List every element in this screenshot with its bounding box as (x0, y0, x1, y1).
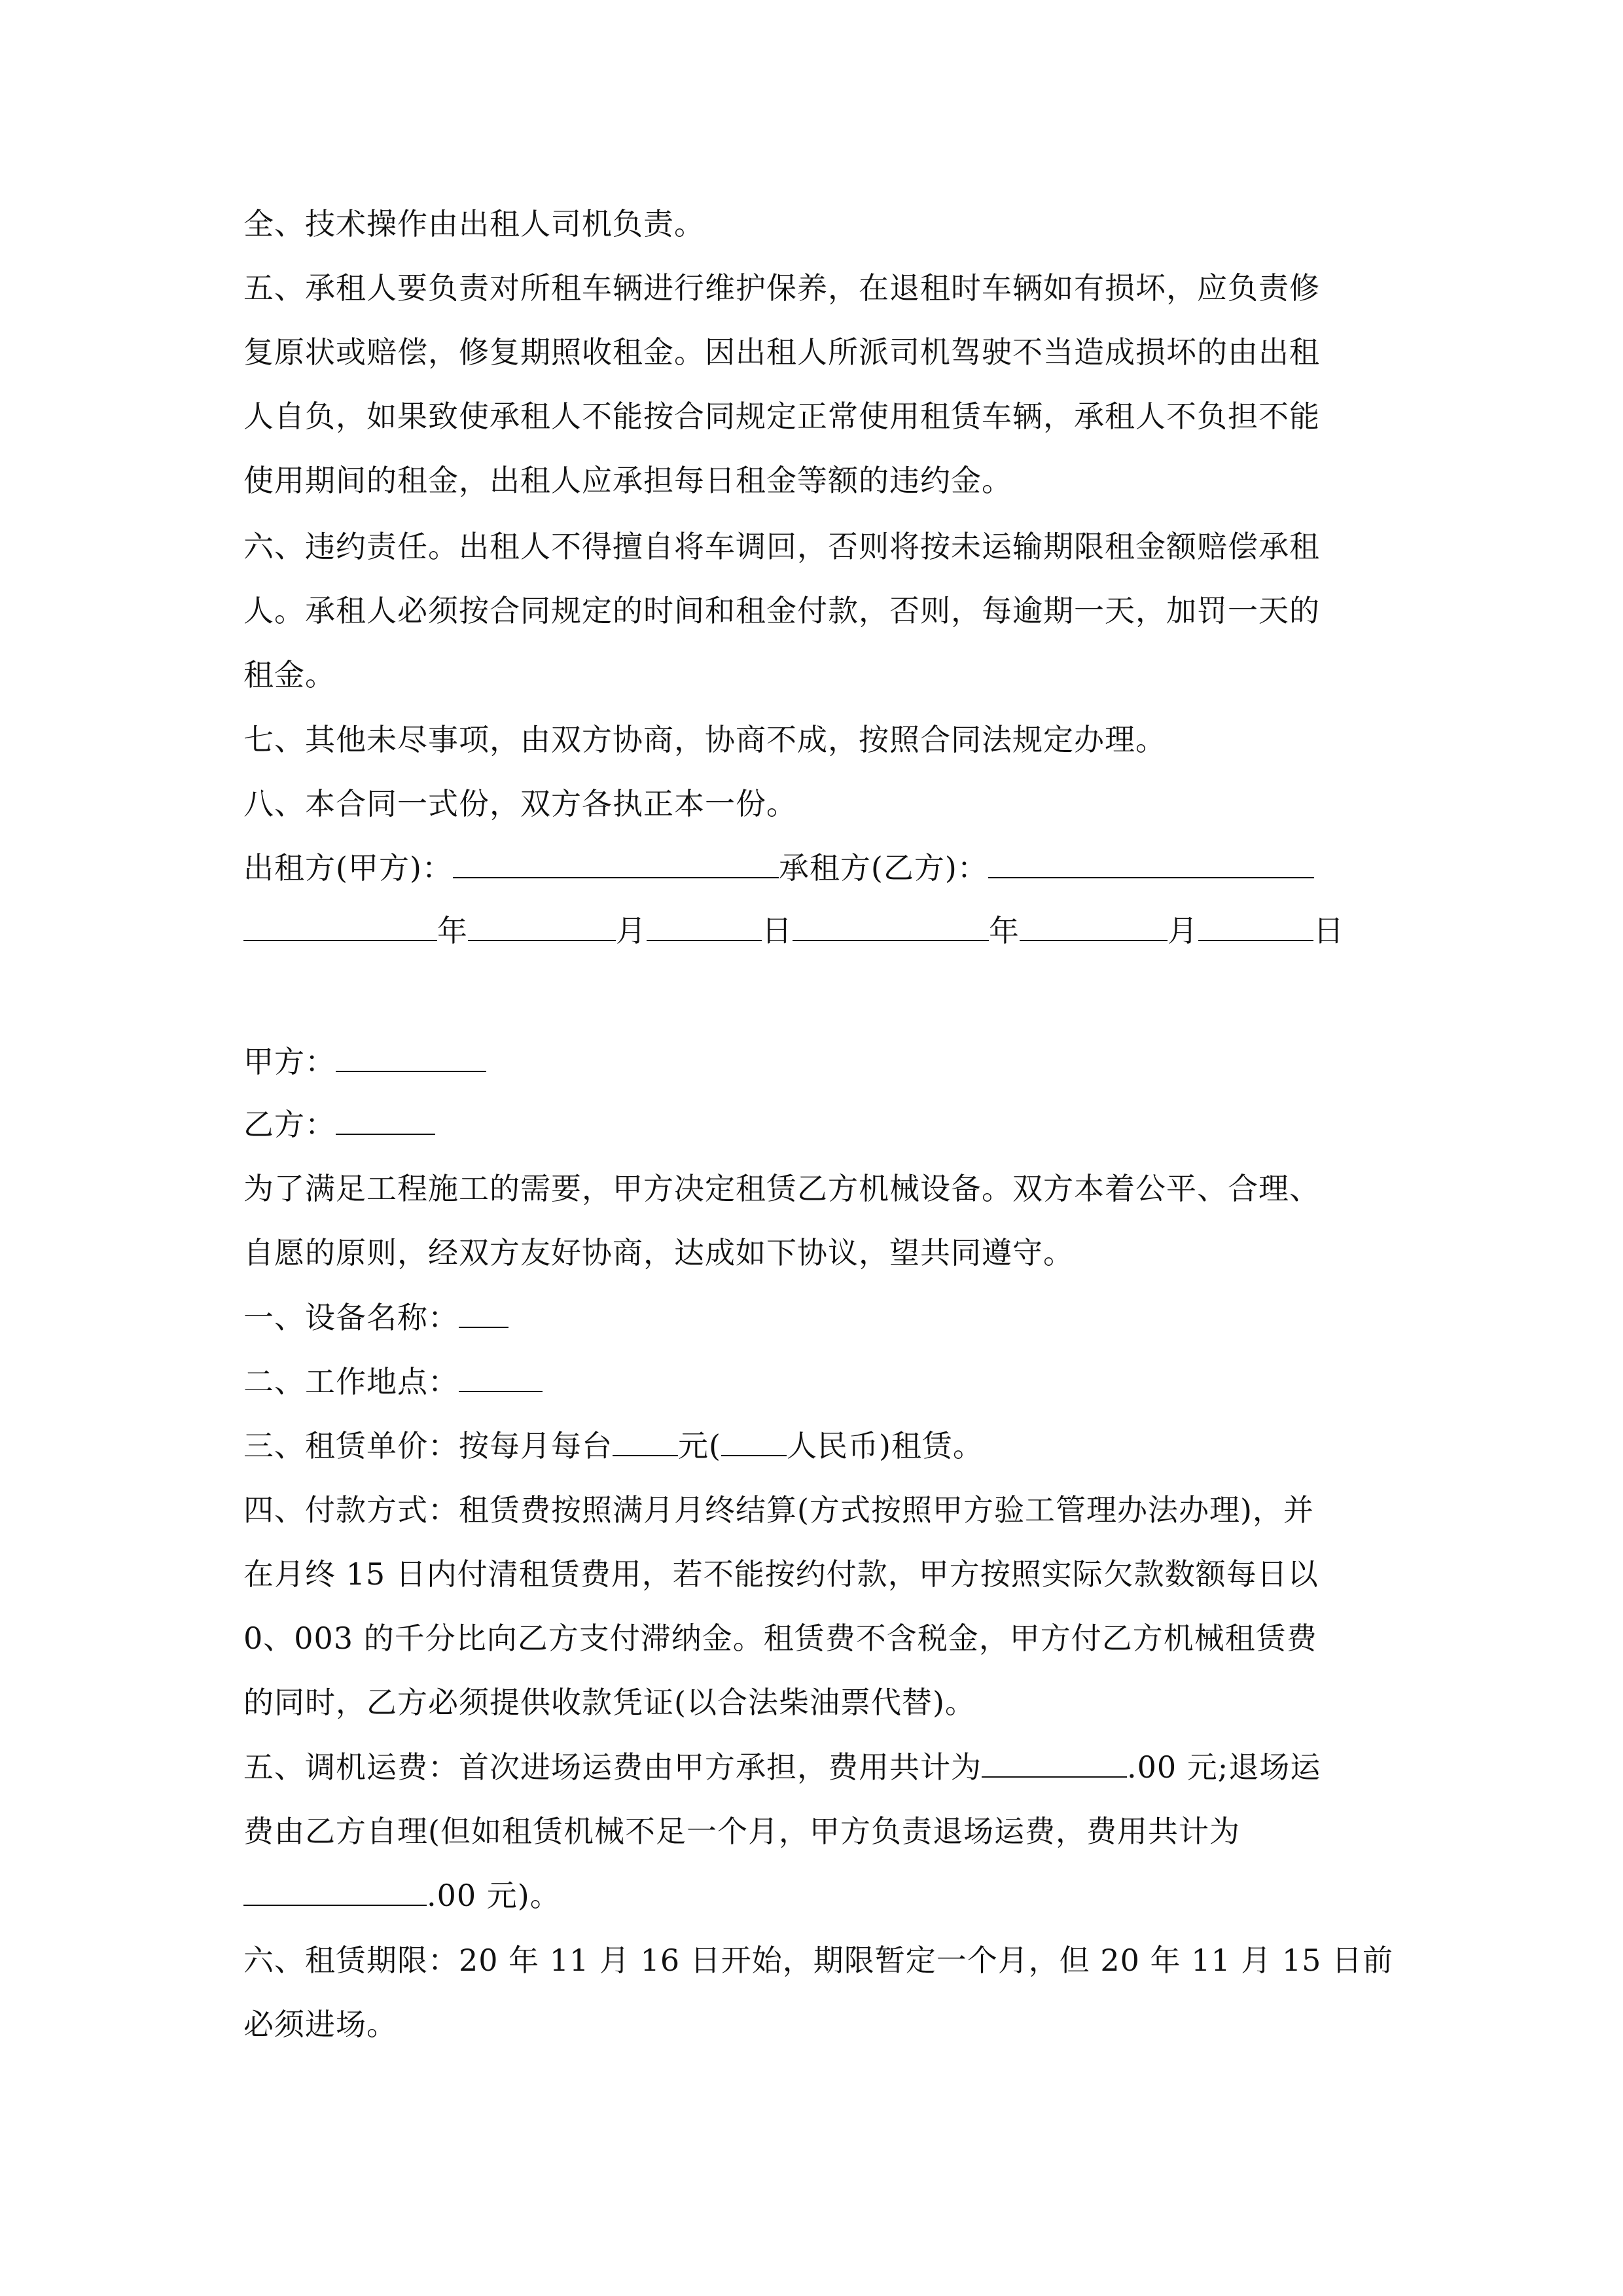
work-location-label: 二、工作地点： (243, 1364, 459, 1399)
intro-line: 自愿的原则，经双方友好协商，达成如下协议，望共同遵守。 (243, 1235, 1074, 1270)
lessee-year-blank[interactable] (793, 914, 989, 941)
day-label: 日 (762, 913, 793, 948)
exit-fee-suffix: .00 元)。 (427, 1878, 561, 1913)
rmb-amount-blank[interactable] (721, 1429, 787, 1456)
clause-8-line: 八、本合同一式份，双方各执正本一份。 (243, 786, 797, 821)
text-line: 费由乙方自理(但如租赁机械不足一个月，甲方负责退场运费，费用共计为 (243, 1814, 1240, 1849)
text-line: 0、003 的千分比向乙方支付滞纳金。租赁费不含税金，甲方付乙方机械租赁费 (243, 1621, 1317, 1656)
month-label: 月 (1168, 913, 1198, 948)
item-1-line (243, 1298, 508, 1337)
lessee-day-blank[interactable] (1198, 914, 1313, 941)
text-line: 在月终 15 日内付清租赁费用，若不能按约付款，甲方按照实际欠款数额每日以 (243, 1556, 1319, 1592)
year-label: 年 (437, 913, 468, 948)
equipment-name-blank[interactable] (459, 1300, 508, 1328)
party-b-label: 乙方： (243, 1107, 336, 1142)
item-4-line: 四、付款方式：租赁费按照满月月终结算(方式按照甲方验工管理办法办理)，并 (243, 1492, 1314, 1528)
text-line: 人自负，如果致使承租人不能按合同规定正常使用租赁车辆，承租人不负担不能 (243, 399, 1320, 434)
day-label: 日 (1313, 913, 1344, 948)
text-line: 复原状或赔偿，修复期照收租金。因出租人所派司机驾驶不当造成损坏的由出租 (243, 334, 1320, 370)
item-5-line (243, 1748, 1321, 1787)
lessee-signature-blank[interactable] (988, 851, 1314, 878)
item-2-line (243, 1362, 543, 1401)
text-line: 使用期间的租金，出租人应承担每日租金等额的违约金。 (243, 463, 1012, 498)
work-location-blank[interactable] (459, 1365, 543, 1392)
party-a-label: 甲方： (243, 1044, 336, 1079)
rmb-label: 人民币)租赁。 (786, 1428, 984, 1463)
text-line: 人。承租人必须按合同规定的时间和租金付款，否则，每逾期一天，加罚一天的 (243, 593, 1320, 628)
lessee-month-blank[interactable] (1020, 914, 1168, 941)
lessor-month-blank[interactable] (468, 914, 616, 941)
clause-6-line: 六、违约责任。出租人不得擅自将车调回，否则将按未运输期限租金额赔偿承租 (243, 529, 1320, 564)
signature-parties-line (243, 848, 1314, 888)
text-line: 的同时，乙方必须提供收款凭证(以合法柴油票代替)。 (243, 1685, 976, 1720)
party-b-line (243, 1105, 435, 1144)
entry-fee-suffix: .00 元;退场运 (1127, 1749, 1321, 1785)
party-a-blank[interactable] (336, 1045, 486, 1072)
item-3-line (243, 1426, 984, 1465)
month-label: 月 (616, 913, 647, 948)
party-b-blank[interactable] (336, 1107, 435, 1135)
lessor-label: 出租方(甲方)： (243, 850, 453, 886)
text-line: 租金。 (243, 657, 336, 692)
clause-7-line: 七、其他未尽事项，由双方协商，协商不成，按照合同法规定办理。 (243, 722, 1166, 757)
party-a-line (243, 1042, 486, 1081)
yuan-label: 元( (678, 1428, 721, 1463)
exit-fee-blank[interactable] (243, 1878, 427, 1906)
lessor-signature-blank[interactable] (453, 851, 779, 878)
lessor-day-blank[interactable] (647, 914, 762, 941)
unit-price-label: 三、租赁单价：按每月每台 (243, 1428, 613, 1463)
equipment-name-label: 一、设备名称： (243, 1300, 459, 1335)
text-line (243, 1876, 561, 1915)
transport-fee-label: 五、调机运费：首次进场运费由甲方承担，费用共计为 (243, 1749, 982, 1785)
intro-line: 为了满足工程施工的需要，甲方决定租赁乙方机械设备。双方本着公平、合理、 (243, 1171, 1320, 1206)
clause-5-line: 五、承租人要负责对所租车辆进行维护保养，在退租时车辆如有损坏，应负责修 (243, 270, 1320, 306)
lessor-year-blank[interactable] (243, 914, 437, 941)
lessee-label: 承租方(乙方)： (778, 850, 988, 886)
text-line: 全、技术操作由出租人司机负责。 (243, 206, 705, 242)
year-label: 年 (989, 913, 1020, 948)
text-line: 必须进场。 (243, 2007, 397, 2042)
signature-dates-line (243, 911, 1344, 950)
item-6-line: 六、租赁期限：20 年 11 月 16 日开始，期限暂定一个月，但 20 年 11 月 15 日前 (243, 1943, 1394, 1978)
entry-fee-blank[interactable] (982, 1750, 1127, 1778)
unit-price-blank[interactable] (613, 1429, 678, 1456)
